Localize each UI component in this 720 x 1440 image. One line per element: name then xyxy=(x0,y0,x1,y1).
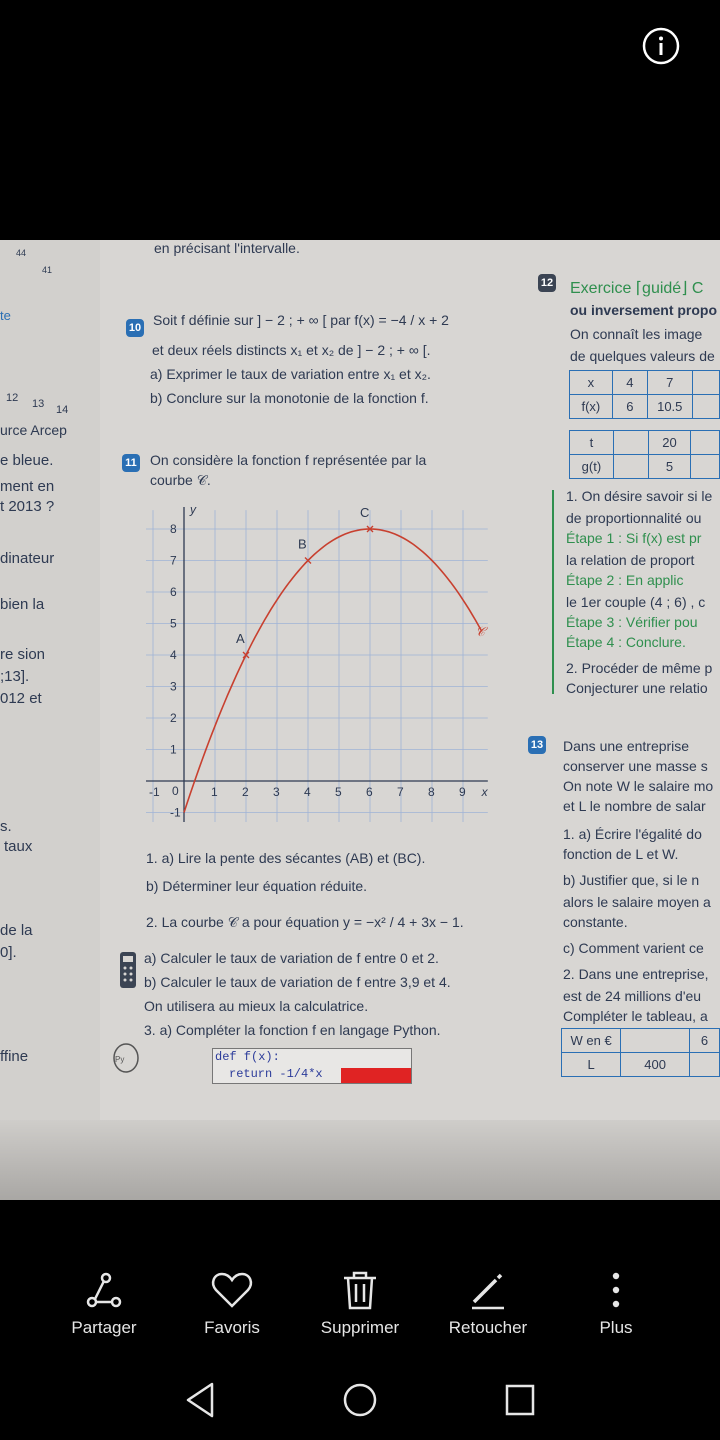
tick-label: -1 xyxy=(170,805,181,820)
margin-text: 13 xyxy=(32,398,45,410)
ex13-line: 1. a) Écrire l'égalité do xyxy=(563,826,702,842)
ex13-line: conserver une masse s xyxy=(563,758,708,774)
margin-text: t 2013 ? xyxy=(0,498,55,515)
nav-home-button[interactable] xyxy=(342,1380,378,1425)
tick-label: 3 xyxy=(273,785,280,799)
margin-text: s. xyxy=(0,818,12,835)
favorite-button[interactable] xyxy=(177,1270,287,1338)
ex13-line: est de 24 millions d'eu xyxy=(563,988,702,1004)
table-cell: 4 xyxy=(612,371,647,395)
tick-label: 5 xyxy=(170,616,177,631)
delete-button[interactable] xyxy=(305,1270,415,1338)
ex12-step: Conjecturer une relatio xyxy=(566,680,708,696)
recents-square-icon xyxy=(504,1380,536,1420)
ex11-q1a: 1. a) Lire la pente des sécantes (AB) et (BC). xyxy=(146,850,426,866)
share-icon xyxy=(82,1270,126,1310)
top-fragment: en précisant l'intervalle. xyxy=(154,240,300,256)
table-cell xyxy=(621,1029,690,1053)
margin-text: dinateur xyxy=(0,550,55,567)
tick-label: 6 xyxy=(366,785,373,799)
tick-label: 1 xyxy=(170,742,177,757)
curve-label: 𝒞 xyxy=(475,624,485,640)
code-blank xyxy=(341,1068,411,1083)
ex12-step: le 1er couple (4 ; 6) , c xyxy=(566,594,706,610)
exercise-number-12: 12 xyxy=(538,274,556,292)
margin-text: taux xyxy=(4,838,33,855)
ex12-step: la relation de proport xyxy=(566,552,695,568)
margin-text: 14 xyxy=(56,404,69,416)
ex12-line: de quelques valeurs de xyxy=(570,348,715,364)
table-cell: 20 xyxy=(648,431,691,455)
table-cell xyxy=(691,455,720,479)
function-graph xyxy=(146,502,496,832)
tick-label: 2 xyxy=(170,711,177,725)
nav-back-button[interactable] xyxy=(184,1380,216,1425)
tick-label: 7 xyxy=(170,553,177,568)
trash-icon xyxy=(338,1270,382,1310)
ex11-q2b: b) Calculer le taux de variation de f entre 3,9 et 4. xyxy=(144,974,451,990)
margin-text: te xyxy=(0,308,11,323)
heart-icon xyxy=(210,1270,254,1310)
ex11-q2: 2. La courbe 𝒞 a pour équation y = −x² / 4 + 3x − 1. xyxy=(146,914,464,930)
table-cell xyxy=(691,431,720,455)
ex13-line: Dans une entreprise xyxy=(563,738,690,754)
tick-label: 9 xyxy=(459,785,466,799)
curve-c xyxy=(184,529,482,813)
margin-text: ;13]. xyxy=(0,668,30,685)
share-button[interactable] xyxy=(49,1270,159,1338)
exercise-number-11: 11 xyxy=(122,454,140,472)
edit-button[interactable] xyxy=(433,1270,543,1338)
ex13-line: fonction de L et W. xyxy=(563,846,679,862)
tick-label: 4 xyxy=(304,785,311,799)
margin-text: bien la xyxy=(0,596,45,613)
ex11-q2a: a) Calculer le taux de variation de f entre 0 et 2. xyxy=(144,950,439,966)
margin-text: urce Arcep xyxy=(0,422,67,438)
code-line-1: def f(x): xyxy=(215,1050,280,1064)
ex12-step: 1. On désire savoir si le xyxy=(566,488,713,504)
ex10-question-b: b) Conclure sur la monotonie de la fonction f. xyxy=(150,390,429,406)
margin-text: 012 et xyxy=(0,690,42,707)
ex11-q3a: 3. a) Compléter la fonction f en langage Python. xyxy=(144,1022,441,1038)
table-cell: 6 xyxy=(689,1029,719,1053)
table-cell xyxy=(689,1053,719,1077)
margin-text: 44 xyxy=(16,248,27,258)
tick-label: 4 xyxy=(170,648,177,662)
margin-text: 12 xyxy=(6,392,19,404)
tick-label: 6 xyxy=(170,585,177,599)
exercise-number-10: 10 xyxy=(126,319,144,337)
ex12-guide-bar xyxy=(552,490,554,694)
tick-label: 5 xyxy=(335,785,342,799)
ex12-table-g xyxy=(569,430,720,479)
point-label: C xyxy=(360,505,370,520)
tick-label: 3 xyxy=(170,679,177,694)
ex13-line: 2. Dans une entreprise, xyxy=(563,966,709,982)
ex11-q2c: On utilisera au mieux la calculatrice. xyxy=(144,998,369,1014)
table-cell: t xyxy=(570,431,614,455)
more-vertical-icon xyxy=(594,1270,638,1310)
table-cell: 400 xyxy=(621,1053,690,1077)
page-shadow xyxy=(0,1120,720,1200)
ex13-line: On note W le salaire mo xyxy=(563,778,714,794)
code-line-2: return -1/4*x xyxy=(229,1067,323,1081)
x-axis-label: x xyxy=(481,785,488,799)
delete-label: Supprimer xyxy=(320,1318,400,1337)
python-code-block xyxy=(212,1048,412,1084)
svg-text:Py: Py xyxy=(115,1055,125,1064)
ex13-line: et L le nombre de salar xyxy=(563,798,706,814)
ex13-line: alors le salaire moyen a xyxy=(563,894,711,910)
ex10-statement: Soit f définie sur ] − 2 ; + ∞ [ par f(x) = −4 / x + 2 xyxy=(153,312,449,328)
tick-label: 1 xyxy=(211,785,218,799)
ex11-q1b: b) Déterminer leur équation réduite. xyxy=(146,878,368,894)
margin-text: re sion xyxy=(0,646,46,663)
python-icon xyxy=(112,1040,140,1074)
home-circle-icon xyxy=(342,1380,378,1420)
margin-text: e bleue. xyxy=(0,452,54,469)
tick-label: 8 xyxy=(428,785,435,799)
back-triangle-icon xyxy=(184,1380,216,1420)
table-cell: 5 xyxy=(648,455,691,479)
ex10-statement-2: et deux réels distincts x₁ et x₂ de ] − 2 ; + ∞ [. xyxy=(152,342,431,358)
ex12-step: de proportionnalité ou xyxy=(566,510,702,526)
share-label: Partager xyxy=(71,1318,137,1337)
more-label: Plus xyxy=(599,1318,633,1337)
point-label: B xyxy=(298,536,307,552)
edit-label: Retoucher xyxy=(448,1318,528,1337)
exercise-number-13: 13 xyxy=(528,736,546,754)
y-axis-label: y xyxy=(190,502,196,517)
table-cell: g(t) xyxy=(570,455,614,479)
tick-label: -1 xyxy=(149,785,160,799)
ex11-statement-2: courbe 𝒞. xyxy=(150,472,211,488)
table-cell: 7 xyxy=(647,371,692,395)
table-cell: f(x) xyxy=(570,395,613,419)
ex12-subtitle: ou inversement propo xyxy=(570,302,718,318)
margin-text: ment en xyxy=(0,478,55,495)
ex13-line: constante. xyxy=(563,914,628,930)
tick-label: 7 xyxy=(397,785,404,799)
pencil-icon xyxy=(466,1270,510,1310)
margin-text: ffine xyxy=(0,1048,29,1065)
margin-text: 0]. xyxy=(0,944,17,961)
ex12-step: Étape 2 : En applic xyxy=(566,572,684,588)
more-button[interactable] xyxy=(561,1270,671,1338)
margin-text: de la xyxy=(0,922,33,939)
info-circle-icon xyxy=(642,27,680,65)
tick-label: 0 xyxy=(172,784,179,798)
tick-label: 2 xyxy=(242,785,249,799)
ex12-table-f xyxy=(569,370,720,419)
ex12-title: Exercice ⌈guidé⌋ C xyxy=(570,280,704,297)
nav-recents-button[interactable] xyxy=(504,1380,536,1425)
table-cell: 6 xyxy=(612,395,647,419)
ex12-line: On connaît les image xyxy=(570,326,703,342)
table-cell: 10.5 xyxy=(647,395,692,419)
ex12-step: Étape 4 : Conclure. xyxy=(566,634,686,650)
ex13-line: c) Comment varient ce xyxy=(563,940,704,956)
table-cell: x xyxy=(570,371,613,395)
ex12-step: Étape 1 : Si f(x) est pr xyxy=(566,530,702,546)
ex10-question-a: a) Exprimer le taux de variation entre x₁ et x₂. xyxy=(150,366,431,382)
ex13-line: Compléter le tableau, a xyxy=(563,1008,708,1024)
table-cell xyxy=(692,395,719,419)
photo-view[interactable] xyxy=(0,240,720,1200)
margin-text: 41 xyxy=(42,265,53,275)
ex13-table xyxy=(561,1028,720,1077)
favorite-label: Favoris xyxy=(204,1318,260,1337)
ex12-step: Étape 3 : Vérifier pou xyxy=(566,614,698,630)
ex13-line: b) Justifier que, si le n xyxy=(563,872,700,888)
table-cell xyxy=(692,371,719,395)
calculator-icon xyxy=(118,950,138,990)
table-cell xyxy=(613,431,648,455)
info-button[interactable] xyxy=(642,27,680,65)
table-cell xyxy=(613,455,648,479)
ex11-statement: On considère la fonction f représentée par la xyxy=(150,452,427,468)
point-label: A xyxy=(236,631,245,646)
tick-label: 8 xyxy=(170,522,177,536)
ex12-step: 2. Procéder de même p xyxy=(566,660,713,676)
table-cell: W en € xyxy=(562,1029,621,1053)
table-cell: L xyxy=(562,1053,621,1077)
